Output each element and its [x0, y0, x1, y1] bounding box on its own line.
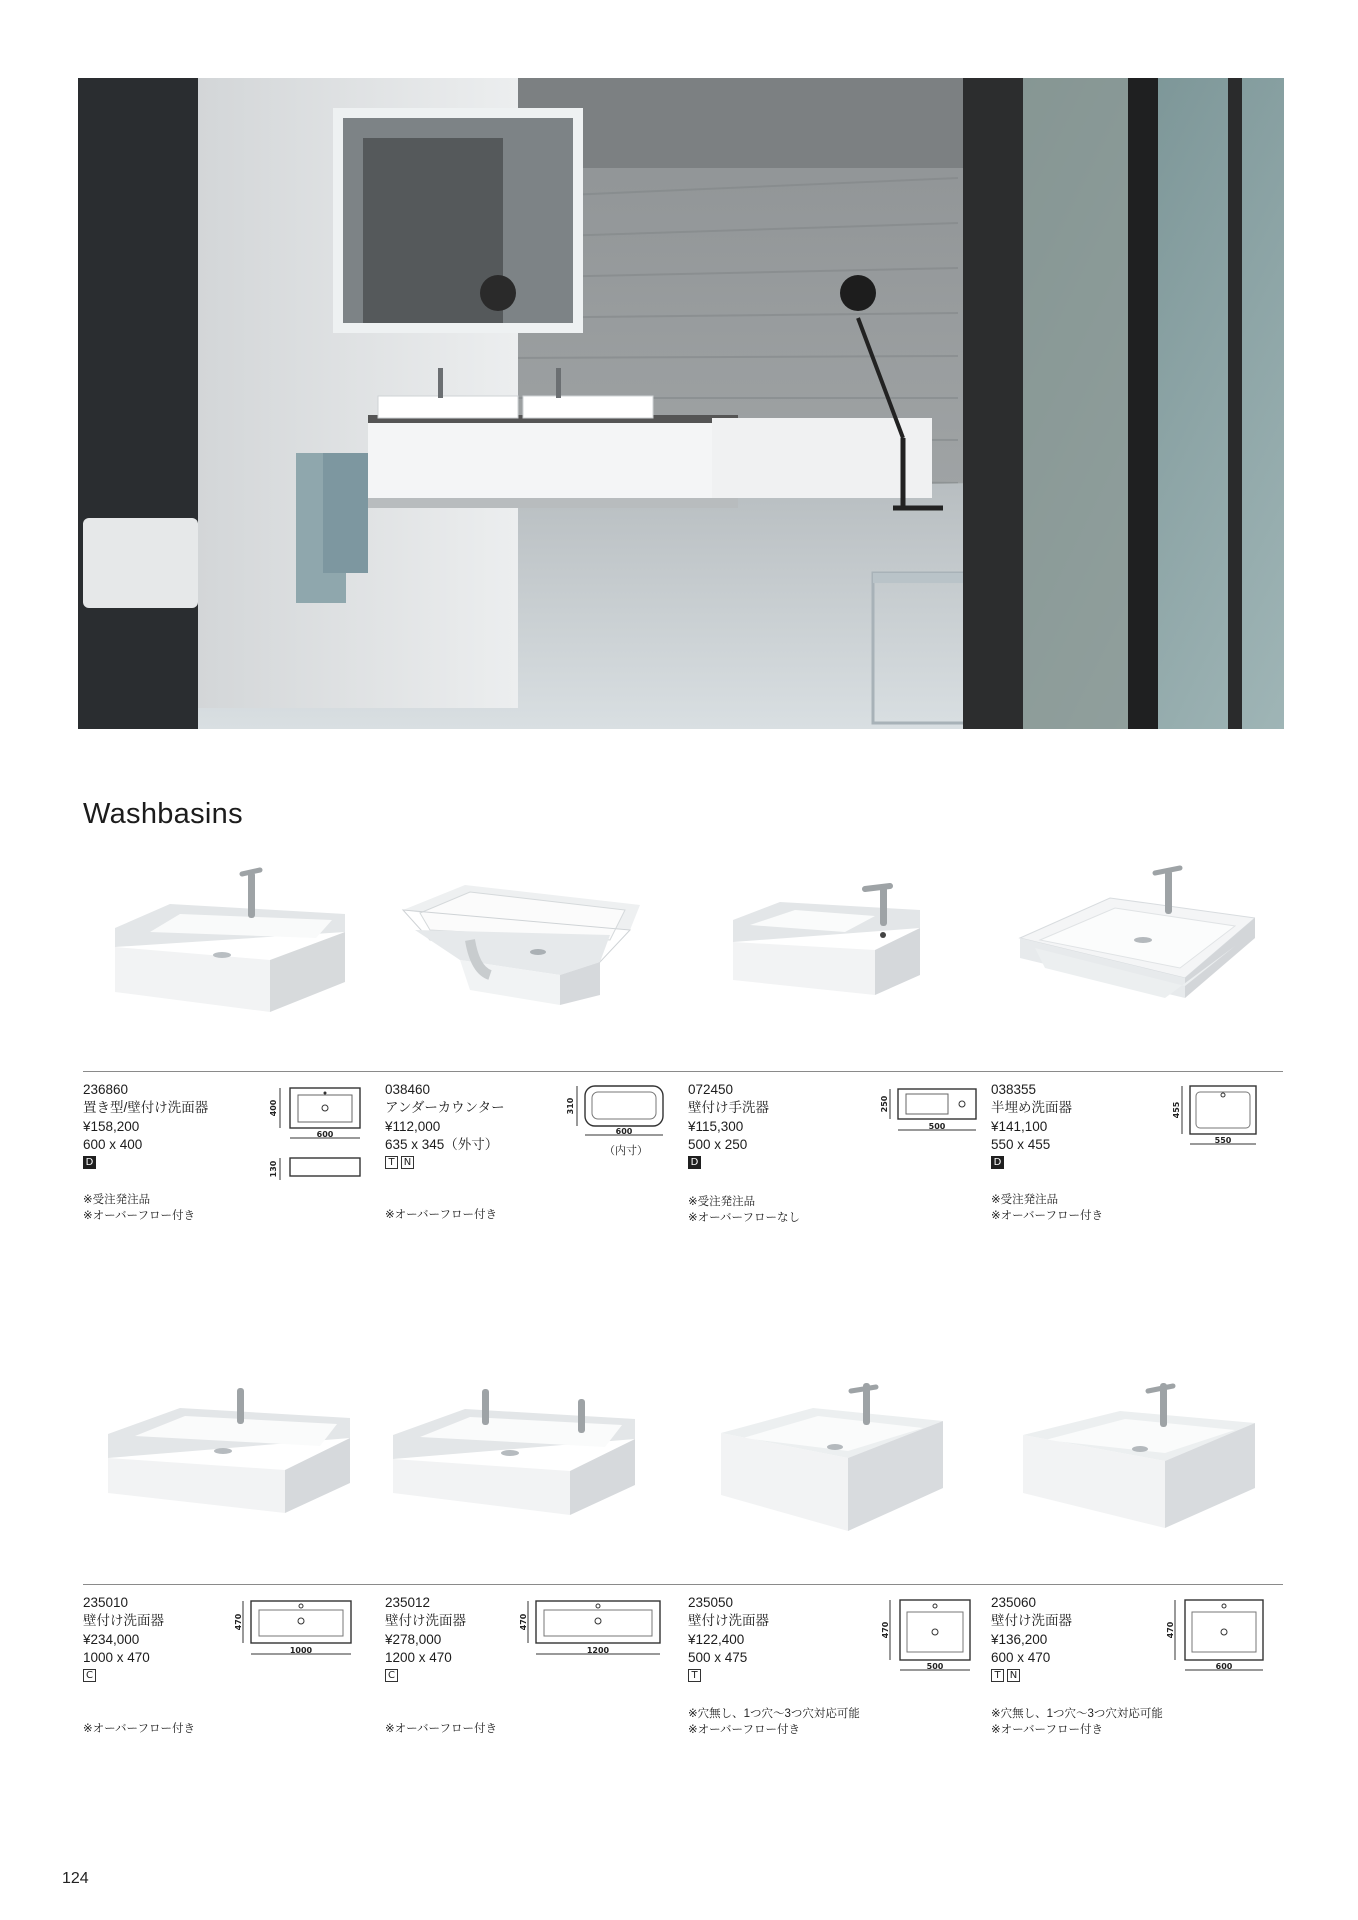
- product-image-235012: [390, 1385, 640, 1520]
- product-size: 1200 x 470: [385, 1650, 452, 1666]
- product-notes: [83, 1193, 195, 1224]
- dim-height: 455: [1172, 1101, 1181, 1119]
- page-number: 124: [62, 1870, 89, 1887]
- badge-n: N: [401, 1156, 414, 1169]
- product-235012: [385, 1594, 466, 1682]
- note: ※オーバーフローなし: [688, 1211, 800, 1224]
- product-price: ¥112,000: [385, 1118, 441, 1134]
- badge-n: N: [1007, 1669, 1020, 1682]
- product-name: 置き型/壁付け洗面器: [83, 1100, 209, 1116]
- product-size: 635 x 345（外寸）: [385, 1137, 499, 1153]
- product-price: ¥136,200: [991, 1631, 1048, 1647]
- note: ※オーバーフロー付き: [991, 1723, 1103, 1736]
- row-divider-2: [83, 1584, 1283, 1585]
- note: ※受注発注品: [688, 1196, 756, 1208]
- section-title: Washbasins: [83, 798, 243, 830]
- note: ※穴無し、1つ穴〜3つ穴対応可能: [991, 1708, 1163, 1720]
- dimension-diagram-235010: [235, 1598, 355, 1660]
- product-notes: [991, 1707, 1163, 1738]
- product-notes: [688, 1195, 800, 1226]
- dim-width: 500: [926, 1662, 944, 1671]
- product-038460: [385, 1081, 505, 1169]
- dim-width: 600: [316, 1130, 334, 1139]
- product-price: ¥122,400: [688, 1631, 745, 1647]
- product-price: ¥141,100: [991, 1118, 1048, 1134]
- badge-d: D: [991, 1156, 1004, 1169]
- product-notes: [688, 1707, 860, 1738]
- badge-t: T: [385, 1156, 398, 1169]
- dimension-diagram-072450: [880, 1086, 980, 1136]
- product-name: 壁付け洗面器: [83, 1613, 164, 1629]
- product-name: 壁付け洗面器: [688, 1613, 769, 1629]
- badge-c: C: [385, 1669, 398, 1682]
- badge-d: D: [83, 1156, 96, 1169]
- product-price: ¥115,300: [688, 1118, 744, 1134]
- product-image-236860: [110, 862, 350, 1012]
- product-236860: [83, 1081, 208, 1169]
- product-072450: [688, 1081, 769, 1169]
- note: ※オーバーフロー付き: [688, 1723, 800, 1736]
- product-size: 600 x 470: [991, 1650, 1051, 1666]
- hero-bathroom-photo: [78, 78, 1284, 729]
- product-name: 壁付け洗面器: [385, 1613, 466, 1629]
- product-price: ¥234,000: [83, 1631, 140, 1647]
- dimension-diagram-038460: [565, 1083, 665, 1138]
- product-size: 550 x 455: [991, 1137, 1051, 1153]
- dimension-diagram-038355: [1172, 1083, 1262, 1148]
- product-name: 壁付け手洗器: [688, 1100, 769, 1116]
- product-size: 500 x 250: [688, 1137, 748, 1153]
- dim-height: 470: [881, 1621, 890, 1639]
- product-notes: [83, 1722, 195, 1738]
- row-divider-1: [83, 1071, 1283, 1072]
- inner-dimension-label: （内寸）: [604, 1145, 648, 1157]
- note: ※オーバーフロー付き: [83, 1209, 195, 1222]
- product-235010: [83, 1594, 164, 1682]
- badge-t: T: [991, 1669, 1004, 1682]
- product-code: 038355: [991, 1082, 1037, 1097]
- note: ※オーバーフロー付き: [385, 1209, 497, 1221]
- product-code: 038460: [385, 1082, 431, 1097]
- product-image-038355: [1015, 858, 1255, 1008]
- product-code: 236860: [83, 1082, 129, 1097]
- product-image-235060: [1020, 1383, 1260, 1533]
- product-code: 235012: [385, 1595, 431, 1610]
- note: ※オーバーフロー付き: [385, 1723, 497, 1735]
- dimension-diagram-235050: [880, 1597, 980, 1677]
- product-notes: [385, 1208, 497, 1224]
- product-235060: [991, 1594, 1072, 1682]
- dim-width: 1000: [289, 1646, 313, 1655]
- dim-width: 600: [1215, 1662, 1233, 1671]
- product-size: 500 x 475: [688, 1650, 748, 1666]
- dim-height: 250: [880, 1095, 889, 1113]
- badge-t: T: [688, 1669, 701, 1682]
- dim-height: 470: [1166, 1621, 1175, 1639]
- product-038355: [991, 1081, 1072, 1169]
- note: ※受注発注品: [991, 1194, 1059, 1206]
- product-name: 壁付け洗面器: [991, 1613, 1072, 1629]
- dim-height: 470: [234, 1613, 243, 1631]
- dim-width: 1200: [586, 1646, 610, 1655]
- product-size: 600 x 400: [83, 1137, 143, 1153]
- dimension-diagram-235060: [1165, 1597, 1270, 1677]
- product-image-072450: [725, 880, 925, 1000]
- dimension-diagram-236860: [268, 1083, 368, 1198]
- product-size: 1000 x 470: [83, 1650, 150, 1666]
- product-price: ¥278,000: [385, 1631, 442, 1647]
- product-image-235010: [105, 1388, 355, 1518]
- dim-width: 550: [1214, 1136, 1232, 1145]
- product-code: 235010: [83, 1595, 129, 1610]
- note: ※オーバーフロー付き: [991, 1209, 1103, 1222]
- product-image-235050: [718, 1383, 948, 1533]
- product-notes: [991, 1193, 1103, 1224]
- dim-width: 600: [615, 1127, 633, 1136]
- dim-height: 400: [269, 1099, 278, 1117]
- badge-c: C: [83, 1669, 96, 1682]
- note: ※受注発注品: [83, 1194, 151, 1206]
- dim-height: 470: [519, 1613, 528, 1631]
- product-name: 半埋め洗面器: [991, 1100, 1072, 1116]
- note: ※オーバーフロー付き: [83, 1723, 195, 1735]
- product-235050: [688, 1594, 769, 1682]
- product-name: アンダーカウンター: [385, 1100, 505, 1116]
- product-price: ¥158,200: [83, 1118, 140, 1134]
- dim-width: 500: [928, 1122, 946, 1131]
- note: ※穴無し、1つ穴〜3つ穴対応可能: [688, 1708, 860, 1720]
- product-code: 235060: [991, 1595, 1037, 1610]
- product-code: 235050: [688, 1595, 734, 1610]
- badge-d: D: [688, 1156, 701, 1169]
- dim-height: 310: [566, 1097, 575, 1115]
- product-code: 072450: [688, 1082, 734, 1097]
- dimension-diagram-235012: [520, 1598, 665, 1660]
- dim-depth: 130: [269, 1160, 278, 1178]
- product-image-038460: [400, 880, 640, 1010]
- product-notes: [385, 1722, 497, 1738]
